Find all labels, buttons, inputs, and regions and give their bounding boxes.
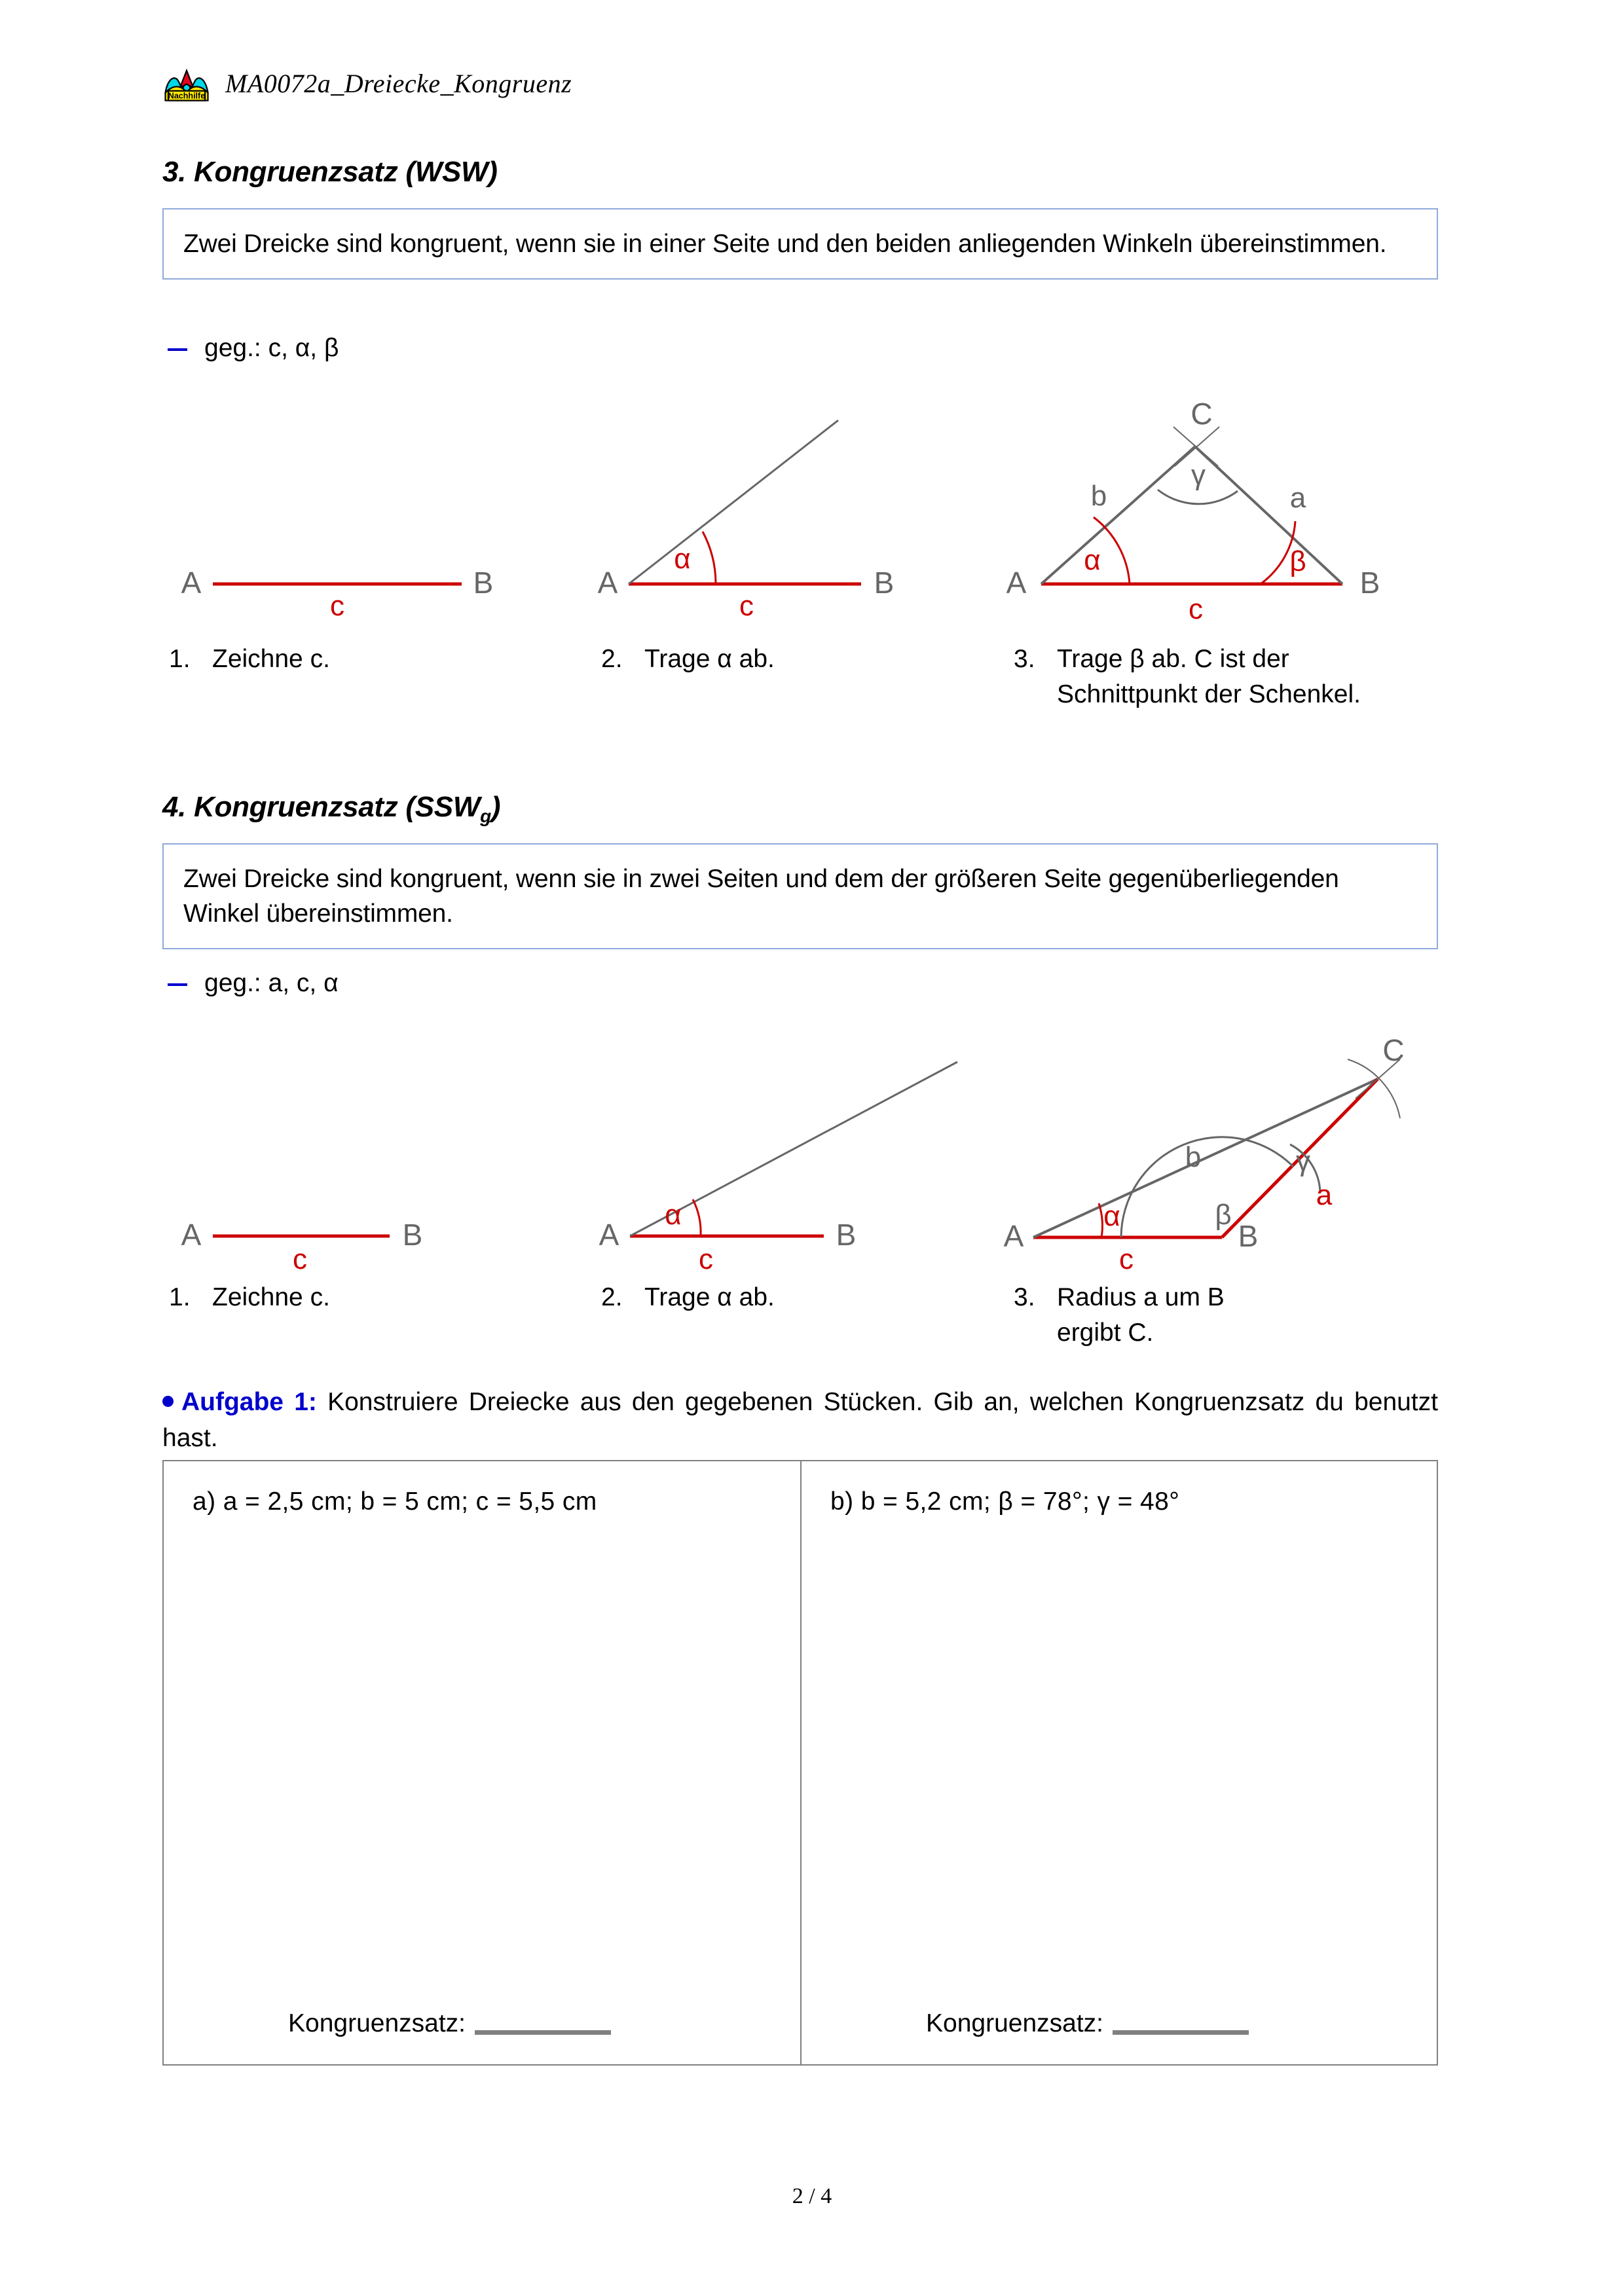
angle-arc-alpha [703,532,716,584]
vertex-label-a: A [181,566,202,600]
ssw-step3-triangle [1002,1021,1434,1283]
vertex-label-b: B [874,566,895,600]
side-label-c: c [1119,1243,1134,1275]
section-4-given-label: geg.: a, c, α [204,969,339,997]
side-label-b: b [1090,480,1107,512]
angle-label-alpha: α [1084,544,1101,576]
answer-blank-line[interactable] [1113,2030,1249,2035]
vertex-label-a: A [1003,1219,1024,1253]
dash-bullet-icon [168,348,187,351]
step-text: Zeichne c. [212,645,330,673]
side-label-c: c [1189,593,1203,625]
vertex-label-b: B [1238,1219,1259,1253]
exercise-cell-a[interactable] [164,1461,800,2064]
step-text: Trage β ab. C ist der Schnittpunkt der Schenkel. [1057,645,1361,708]
document-header [162,63,572,103]
exercise-answer-b[interactable] [926,2009,1249,2038]
step-number: 3. [1014,645,1035,673]
step-number: 2. [601,1283,623,1311]
section-4-heading [162,791,500,824]
section-3-statement-box [162,208,1438,280]
bullet-icon [162,1396,174,1407]
side-label-a: a [1289,482,1306,514]
side-label-b: b [1185,1141,1202,1173]
angle-arc-beta [1121,1137,1293,1237]
ray-alpha [629,420,838,584]
section-4-statement-box [162,843,1438,949]
dash-bullet-icon [168,983,187,986]
angle-label-alpha: α [674,543,691,575]
ssw-step2-angle-alpha [596,1021,1002,1283]
vertex-label-a: A [599,1218,619,1252]
step-number: 1. [169,645,191,673]
side-a [1195,446,1342,584]
nachhilfe-logo [162,63,211,103]
step-text: Radius a um B ergibt C. [1057,1283,1225,1347]
vertex-label-b: B [402,1218,423,1252]
side-label-a: a [1316,1179,1333,1211]
angle-arc-alpha [1099,1203,1102,1237]
section-4-given [168,969,339,998]
exercise-task-b: b) b = 5,2 cm; β = 78°; γ = 48° [830,1487,1180,1516]
wsw-steps-row [162,642,1479,773]
section-4-heading-tail: ) [490,791,501,823]
section-4-heading-sub: g [480,806,491,826]
angle-label-alpha: α [665,1199,682,1231]
step-text: Trage α ab. [644,645,775,673]
vertex-label-a: A [597,566,618,600]
section-4-statement-text: Zwei Dreicke sind kongruent, wenn sie in zwei Seiten und dem der größeren Seite gegenüberliegenden Winkel übereinstimmen. [183,865,1339,928]
angle-label-beta: β [1215,1199,1232,1231]
wsw-step-1 [169,642,483,677]
step-number: 2. [601,645,623,673]
exercise-task-a: a) a = 2,5 cm; b = 5 cm; c = 5,5 cm [193,1487,597,1516]
step-text: Trage α ab. [644,1283,775,1311]
side-b-ray [1033,1079,1378,1237]
section-3-given-label: geg.: c, α, β [204,334,339,362]
document-title: MA0072a_Dreiecke_Kongruenz [225,68,572,98]
exercise-answer-a[interactable] [288,2009,611,2038]
vertex-label-c: C [1382,1033,1405,1067]
ssw-diagram-row [151,1021,1467,1283]
answer-label: Kongruenzsatz: [288,2009,466,2037]
wsw-step-2 [601,642,915,677]
angle-label-alpha: α [1103,1200,1120,1232]
section-3-statement-text: Zwei Dreicke sind kongruent, wenn sie in einer Seite und den beiden anliegenden Winkeln übereinstimmen. [183,230,1387,258]
logo-text: Nachhilfe [168,91,206,101]
ssw-step1-segment [164,1021,530,1283]
section-3-given [168,334,339,363]
side-label-c: c [330,590,344,622]
vertex-label-c: C [1190,397,1213,431]
side-label-c: c [699,1243,713,1275]
section-4-heading-main: 4. Kongruenzsatz (SSW [162,791,481,823]
side-b [1041,446,1195,584]
vertex-label-b: B [473,566,494,600]
side-label-c: c [739,590,754,622]
vertex-label-b: B [836,1218,857,1252]
exercise-table [162,1460,1438,2066]
page-footer: 2 / 4 [792,2184,832,2208]
angle-label-beta: β [1289,545,1306,577]
step-text: Zeichne c. [212,1283,330,1311]
wsw-diagram-row [151,393,1467,625]
step-number: 1. [169,1283,191,1311]
wsw-step1-segment [164,393,530,622]
vertex-label-a: A [181,1218,202,1252]
answer-blank-line[interactable] [475,2030,611,2035]
angle-label-gamma: γ [1296,1145,1310,1177]
section-3-heading: 3. Kongruenzsatz (WSW) [162,156,498,188]
angle-arc-alpha [693,1199,701,1236]
wsw-step-3 [1014,642,1380,712]
aufgabe-1-paragraph [162,1385,1438,1456]
angle-label-gamma: γ [1191,459,1206,491]
aufgabe-1-label: Aufgabe 1: [181,1388,317,1416]
ssw-step-3 [1014,1280,1289,1351]
exercise-cell-b[interactable] [800,1461,1437,2064]
vertex-label-b: B [1359,566,1380,600]
vertex-label-a: A [1006,566,1027,600]
wsw-step2-angle-alpha [596,393,963,622]
aufgabe-1-text: Konstruiere Dreiecke aus den gegebenen Stücken. Gib an, welchen Kongruenzsatz du benutzt hast. [162,1388,1438,1452]
ssw-step-2 [601,1280,915,1315]
ssw-steps-row [162,1280,1479,1372]
ssw-step-1 [169,1280,483,1315]
side-label-c: c [293,1243,307,1275]
answer-label: Kongruenzsatz: [926,2009,1104,2037]
wsw-step3-triangle [1002,393,1421,625]
step-number: 3. [1014,1283,1035,1311]
angle-arc-gamma [1158,490,1238,504]
